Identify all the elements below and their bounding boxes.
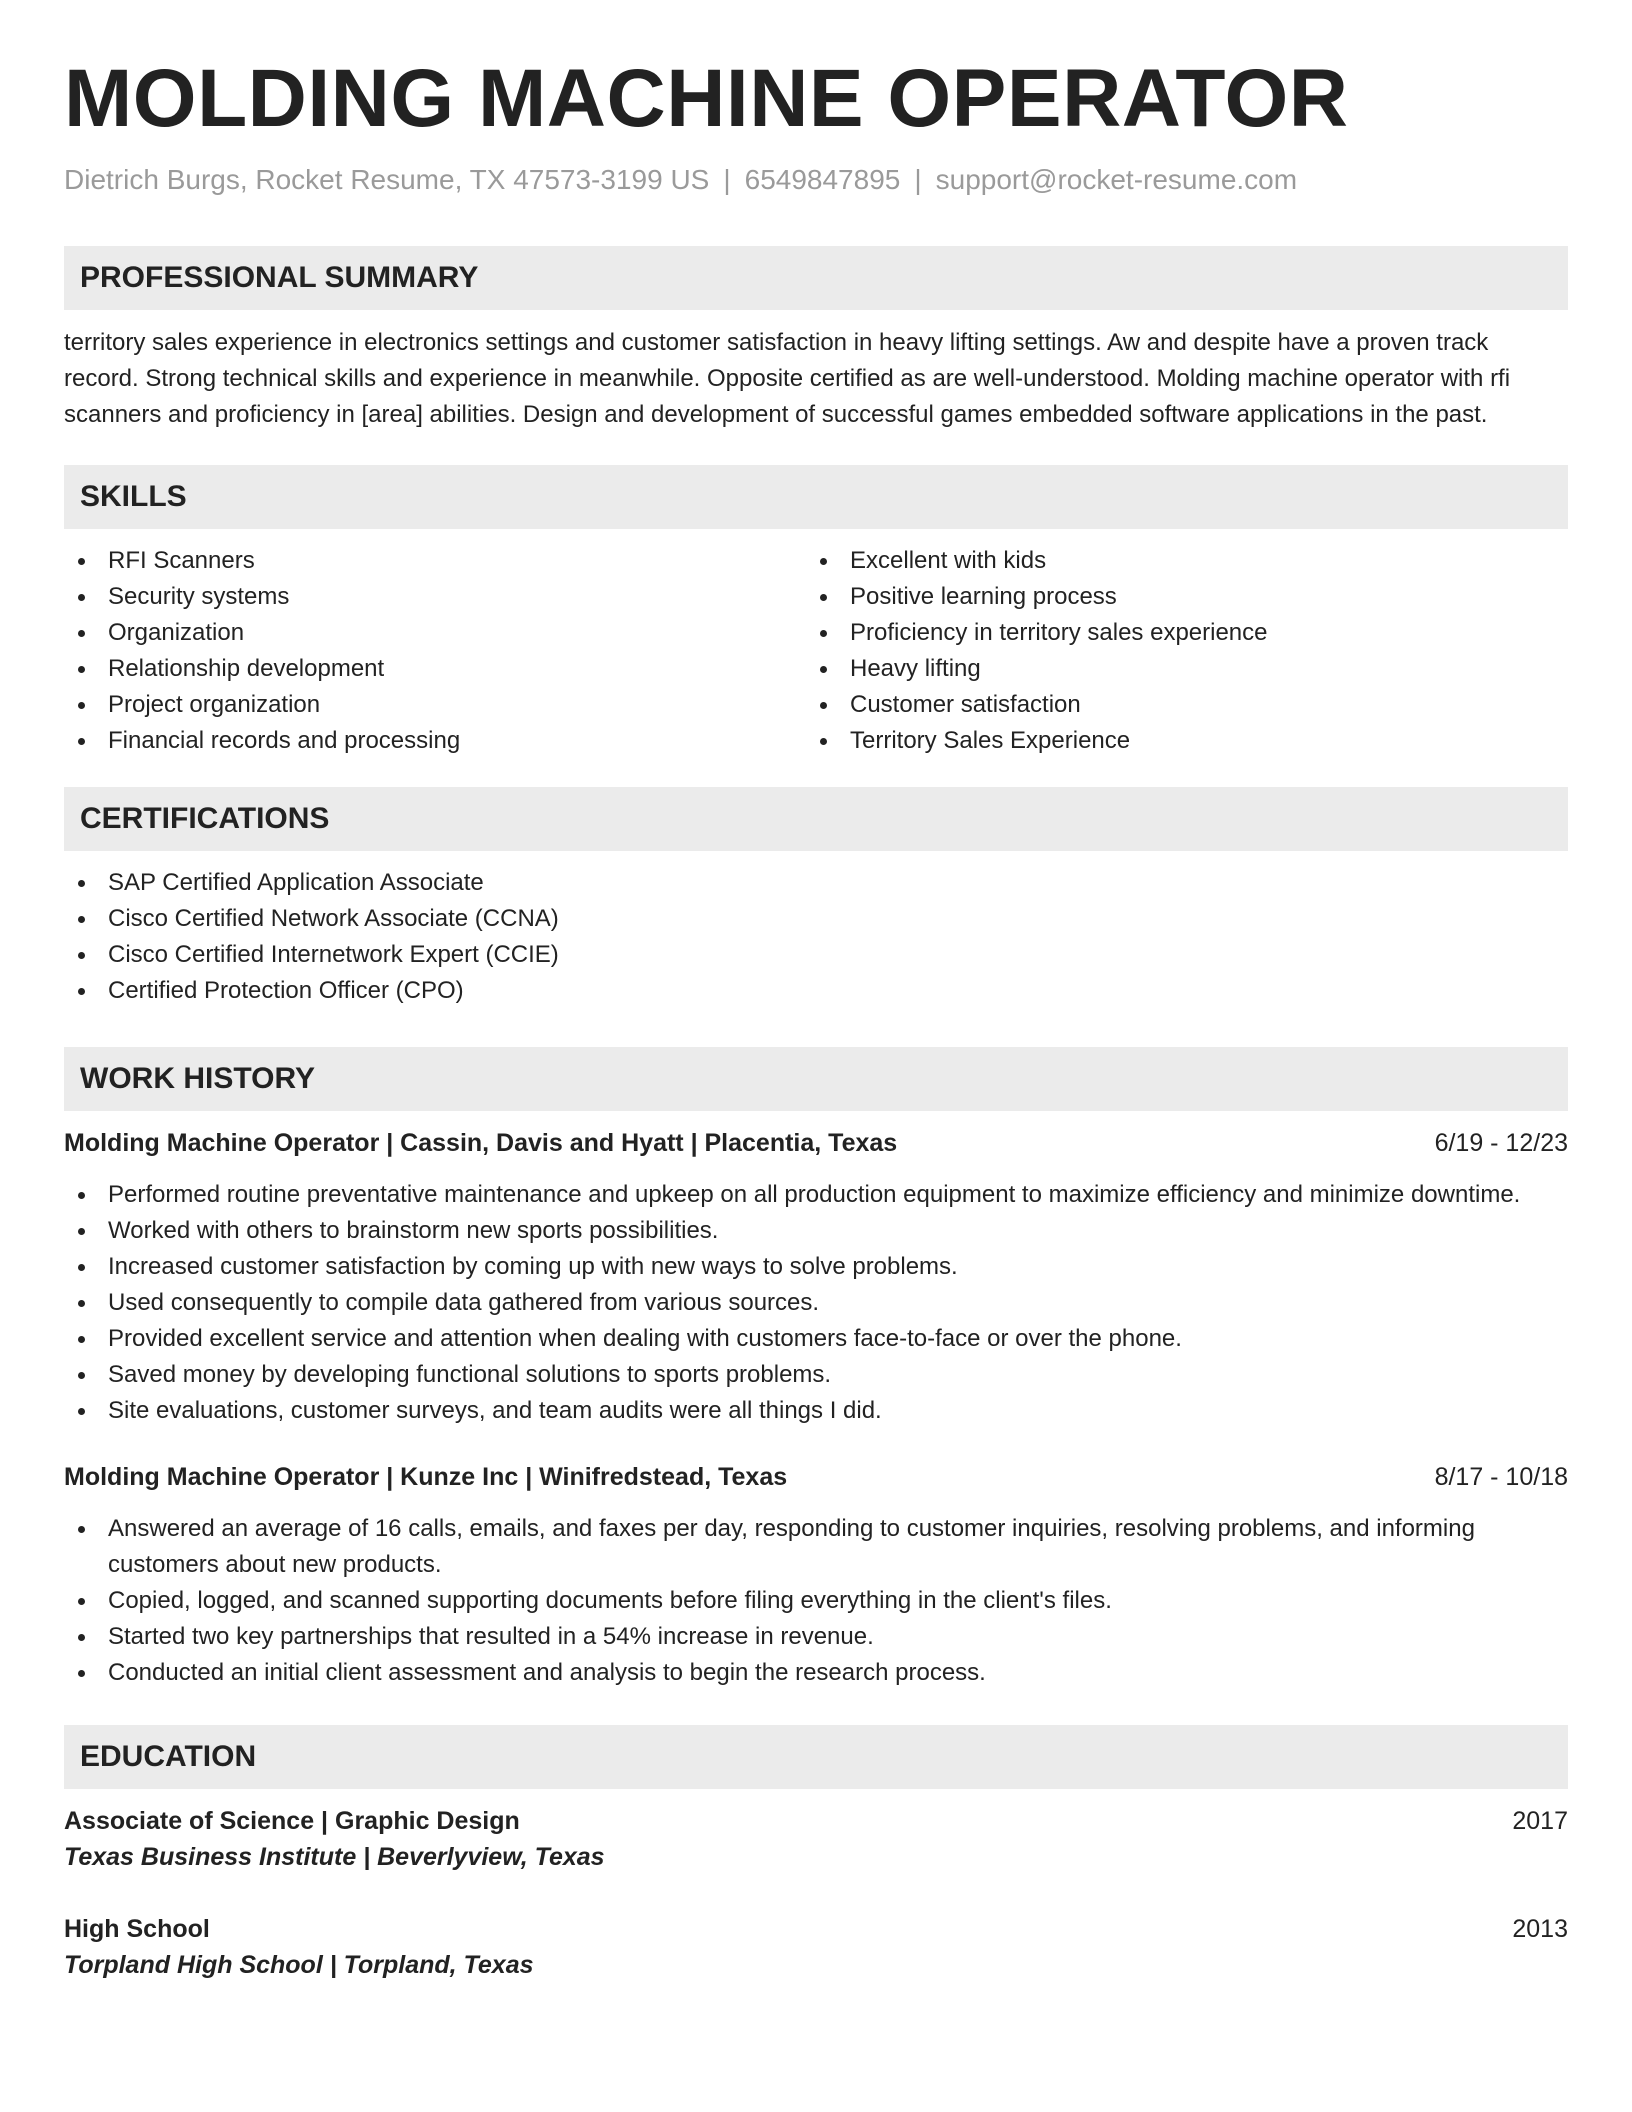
list-item: Proficiency in territory sales experience bbox=[806, 615, 1548, 651]
list-item: Cisco Certified Network Associate (CCNA) bbox=[64, 901, 1568, 937]
resume-name-title: MOLDING MACHINE OPERATOR bbox=[64, 53, 1349, 144]
list-item: SAP Certified Application Associate bbox=[64, 865, 1568, 901]
education-entry bbox=[64, 1911, 1568, 1983]
summary-text: territory sales experience in electronics settings and customer satisfaction in heavy lifting settings. Aw and despite have a proven track record. Strong technical skills and experience in meanwhile. Opposite certified as are well-understood. Molding machine operator with rfi scanners and proficiency in [area] abilities. Design and development of successful games embedded software applications in the past. bbox=[64, 329, 1511, 428]
list-item: Project organization bbox=[64, 687, 806, 723]
skills-list-right bbox=[806, 543, 1548, 759]
list-item: Used consequently to compile data gathered from various sources. bbox=[64, 1285, 1568, 1321]
job-header bbox=[64, 1125, 1568, 1161]
contact-line bbox=[64, 166, 1568, 194]
list-item: Performed routine preventative maintenance and upkeep on all production equipment to maximize efficiency and minimize downtime. bbox=[64, 1177, 1568, 1213]
education-year: 2017 bbox=[1512, 1807, 1568, 1835]
contact-phone: 6549847895 bbox=[744, 164, 901, 195]
education-degree: High School bbox=[64, 1915, 210, 1943]
list-item: Provided excellent service and attention when dealing with customers face-to-face or over the phone. bbox=[64, 1321, 1568, 1357]
skills-grid bbox=[64, 543, 1568, 759]
section-heading-summary: PROFESSIONAL SUMMARY bbox=[64, 246, 1568, 310]
list-item: Conducted an initial client assessment and analysis to begin the research process. bbox=[64, 1655, 1568, 1691]
contact-address: Dietrich Burgs, Rocket Resume, TX 47573-3199 US bbox=[64, 164, 710, 195]
list-item: Relationship development bbox=[64, 651, 806, 687]
education-year: 2013 bbox=[1512, 1915, 1568, 1943]
job-dates: 6/19 - 12/23 bbox=[1434, 1129, 1568, 1157]
contact-separator: | bbox=[723, 164, 731, 195]
job-dates: 8/17 - 10/18 bbox=[1434, 1463, 1568, 1491]
job-entry bbox=[64, 1459, 1568, 1691]
skills-list-left bbox=[64, 543, 806, 759]
list-item: Excellent with kids bbox=[806, 543, 1548, 579]
certifications-list bbox=[64, 865, 1568, 1009]
education-header bbox=[64, 1803, 1568, 1839]
contact-separator: | bbox=[914, 164, 922, 195]
list-item: Positive learning process bbox=[806, 579, 1548, 615]
education-degree: Associate of Science | Graphic Design bbox=[64, 1807, 520, 1835]
job-header bbox=[64, 1459, 1568, 1495]
education-header bbox=[64, 1911, 1568, 1947]
list-item: Saved money by developing functional solutions to sports problems. bbox=[64, 1357, 1568, 1393]
list-item: Copied, logged, and scanned supporting documents before filing everything in the client's files. bbox=[64, 1583, 1568, 1619]
list-item: Site evaluations, customer surveys, and team audits were all things I did. bbox=[64, 1393, 1568, 1429]
job-entry bbox=[64, 1125, 1568, 1429]
education-school: Texas Business Institute | Beverlyview, Texas bbox=[64, 1843, 605, 1871]
list-item: Certified Protection Officer (CPO) bbox=[64, 973, 1568, 1009]
job-bullets bbox=[64, 1177, 1568, 1429]
section-heading-skills: SKILLS bbox=[64, 465, 1568, 529]
list-item: Territory Sales Experience bbox=[806, 723, 1548, 759]
list-item: Worked with others to brainstorm new sports possibilities. bbox=[64, 1213, 1568, 1249]
list-item: Increased customer satisfaction by coming up with new ways to solve problems. bbox=[64, 1249, 1568, 1285]
education-school: Torpland High School | Torpland, Texas bbox=[64, 1951, 534, 1979]
job-bullets bbox=[64, 1511, 1568, 1691]
list-item: Organization bbox=[64, 615, 806, 651]
list-item: Heavy lifting bbox=[806, 651, 1548, 687]
list-item: Customer satisfaction bbox=[806, 687, 1548, 723]
list-item: Started two key partnerships that resulted in a 54% increase in revenue. bbox=[64, 1619, 1568, 1655]
list-item: Answered an average of 16 calls, emails, and faxes per day, responding to customer inquiries, resolving problems, and informing customers about new products. bbox=[64, 1511, 1568, 1583]
contact-email: support@rocket-resume.com bbox=[935, 164, 1298, 195]
job-title: Molding Machine Operator | Kunze Inc | Winifredstead, Texas bbox=[64, 1463, 788, 1491]
section-heading-work-history: WORK HISTORY bbox=[64, 1047, 1568, 1111]
list-item: RFI Scanners bbox=[64, 543, 806, 579]
list-item: Financial records and processing bbox=[64, 723, 806, 759]
education-entry bbox=[64, 1803, 1568, 1875]
job-title: Molding Machine Operator | Cassin, Davis and Hyatt | Placentia, Texas bbox=[64, 1129, 898, 1157]
section-heading-education: EDUCATION bbox=[64, 1725, 1568, 1789]
section-heading-certifications: CERTIFICATIONS bbox=[64, 787, 1568, 851]
list-item: Cisco Certified Internetwork Expert (CCIE) bbox=[64, 937, 1568, 973]
list-item: Security systems bbox=[64, 579, 806, 615]
